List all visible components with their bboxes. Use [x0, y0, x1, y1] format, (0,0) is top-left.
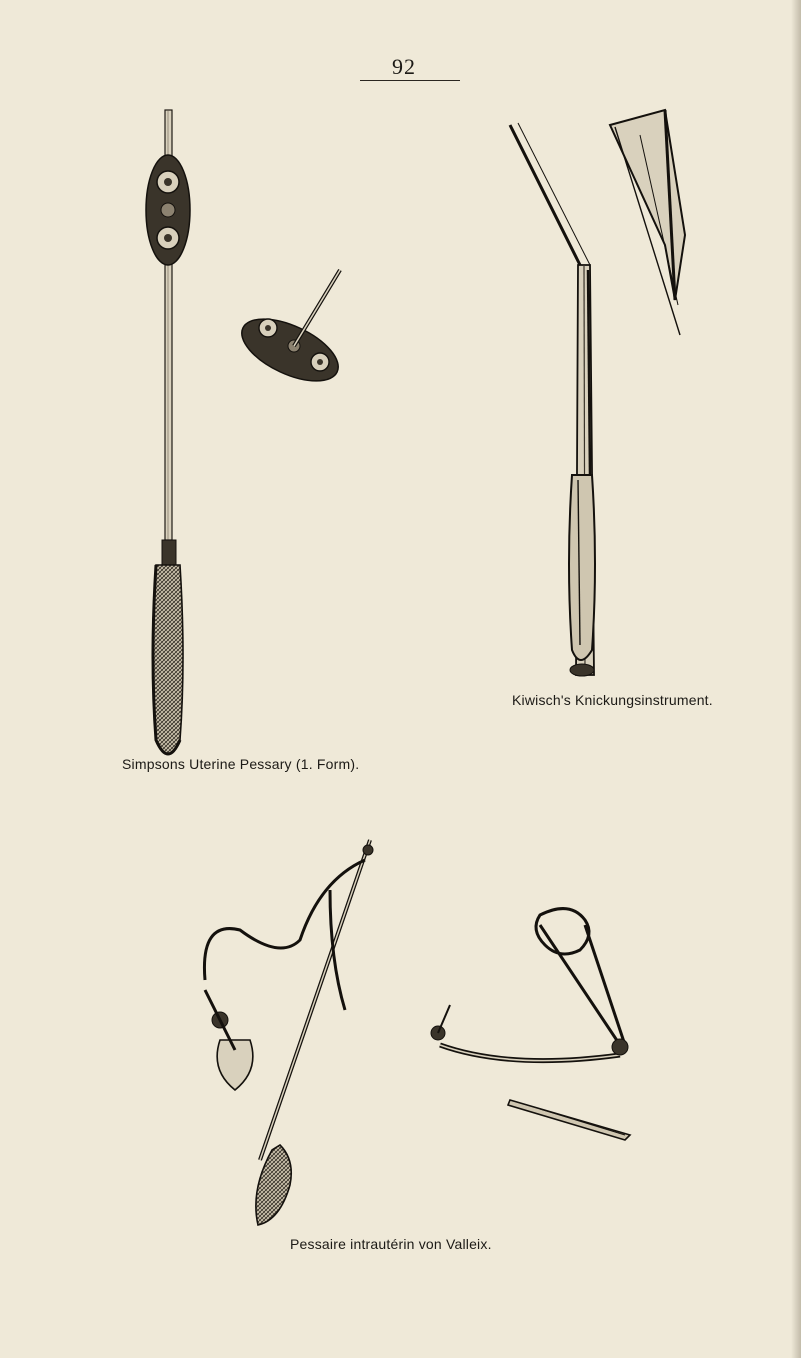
figure-caption-valleix: Pessaire intrautérin von Valleix.	[290, 1236, 492, 1252]
header-rule	[360, 80, 460, 81]
figure-caption-kiwisch: Kiwisch's Knickungsinstrument.	[512, 692, 713, 708]
simpson-pessary-illustration	[120, 100, 360, 770]
valleix-pessary-frame-illustration	[420, 895, 640, 1145]
kiwisch-instrument-illustration	[490, 95, 710, 685]
figure-caption-simpson: Simpsons Uterine Pessary (1. Form).	[122, 756, 360, 772]
page-edge-shadow	[791, 0, 801, 1358]
page-number: 92	[392, 54, 416, 79]
valleix-pessary-illustration	[180, 820, 390, 1230]
